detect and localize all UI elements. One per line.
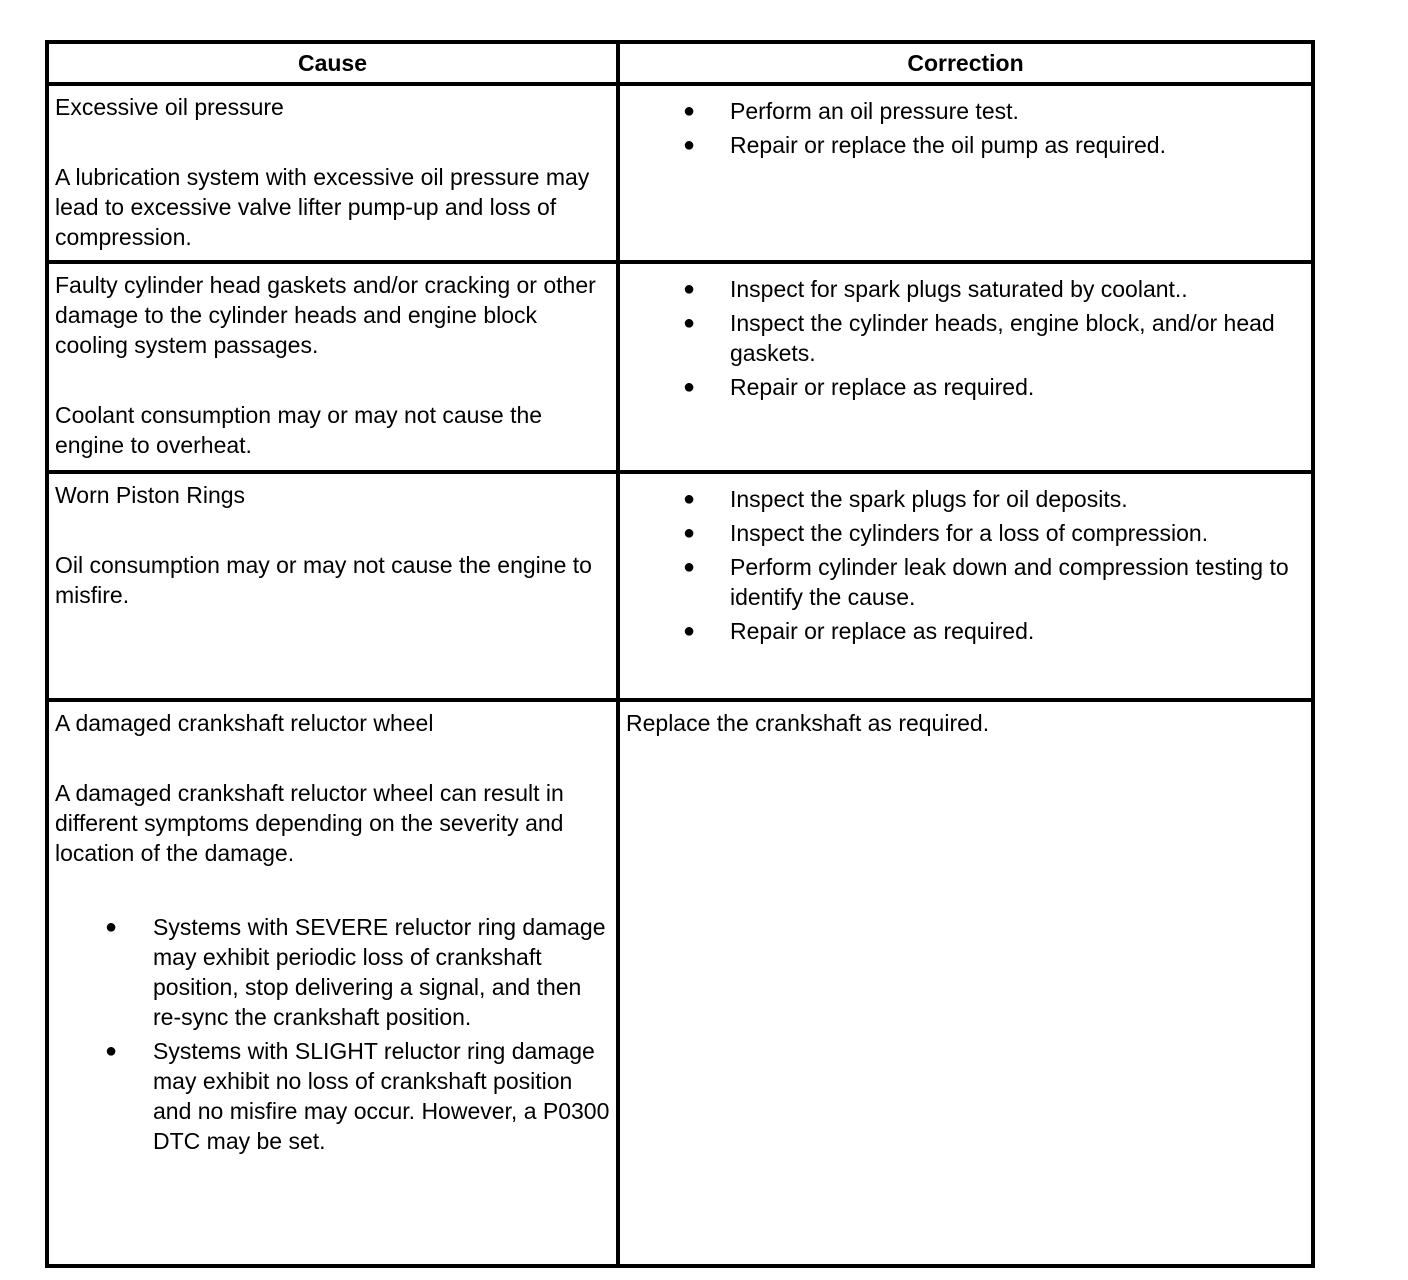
cause-correction-table	[45, 40, 1315, 1268]
correction-item	[630, 130, 1301, 160]
table-row	[47, 84, 1313, 262]
cause-title: Worn Piston Rings	[55, 482, 246, 508]
correction-list	[630, 96, 1301, 160]
correction-cell	[618, 700, 1313, 1266]
table-header-row	[47, 42, 1313, 84]
correction-text: Inspect for spark plugs saturated by coolant..	[730, 276, 1188, 302]
cause-bullet-item	[55, 912, 610, 1032]
table-row	[47, 262, 1313, 472]
correction-text: Perform an oil pressure test.	[730, 98, 1019, 124]
cause-cell	[47, 84, 618, 262]
correction-item	[630, 96, 1301, 126]
correction-item	[630, 518, 1301, 548]
bullet-icon: ●	[683, 100, 696, 122]
correction-item	[630, 308, 1301, 368]
bullet-icon: ●	[105, 916, 118, 938]
cause-title: Excessive oil pressure	[55, 94, 284, 120]
bullet-icon: ●	[683, 522, 696, 544]
cause-cell	[47, 262, 618, 472]
correction-text: Repair or replace as required.	[730, 618, 1035, 644]
correction-list	[630, 274, 1301, 402]
correction-text: Replace the crankshaft as required.	[626, 710, 990, 736]
correction-text: Inspect the cylinder heads, engine block, and/or head gaskets.	[730, 310, 1275, 366]
table-row	[47, 700, 1313, 1266]
bullet-icon: ●	[105, 1040, 118, 1062]
cause-bullet-text: Systems with SLIGHT reluctor ring damage may exhibit no loss of crankshaft position and no misfire may occur. However, a P0300 DTC may be set.	[153, 1038, 610, 1154]
correction-text: Repair or replace as required.	[730, 374, 1035, 400]
bullet-icon: ●	[683, 620, 696, 642]
bullet-icon: ●	[683, 278, 696, 300]
cause-cell	[47, 700, 618, 1266]
header-cause: Cause	[47, 42, 618, 84]
cause-title: Faulty cylinder head gaskets and/or cracking or other damage to the cylinder heads and engine block cooling system passages.	[55, 272, 596, 358]
correction-cell	[618, 262, 1313, 472]
correction-item	[630, 372, 1301, 402]
cause-description: A lubrication system with excessive oil pressure may lead to excessive valve lifter pump-up and loss of compression.	[55, 164, 590, 250]
correction-item	[630, 484, 1301, 514]
cause-description: A damaged crankshaft reluctor wheel can result in different symptoms depending on the severity and location of the damage.	[55, 780, 564, 866]
correction-item	[630, 552, 1301, 612]
cause-bullet-text: Systems with SEVERE reluctor ring damage may exhibit periodic loss of crankshaft position, stop delivering a signal, and then re-sync the crankshaft position.	[153, 914, 606, 1030]
cause-bullet-item	[55, 1036, 610, 1156]
correction-text: Perform cylinder leak down and compression testing to identify the cause.	[730, 554, 1289, 610]
table-row	[47, 472, 1313, 700]
header-correction: Correction	[618, 42, 1313, 84]
bullet-icon: ●	[683, 312, 696, 334]
correction-cell	[618, 472, 1313, 700]
cause-title: A damaged crankshaft reluctor wheel	[55, 710, 434, 736]
correction-text: Inspect the cylinders for a loss of compression.	[730, 520, 1209, 546]
cause-description: Oil consumption may or may not cause the engine to misfire.	[55, 552, 592, 608]
correction-item	[630, 274, 1301, 304]
cause-cell	[47, 472, 618, 700]
correction-text: Inspect the spark plugs for oil deposits.	[730, 486, 1128, 512]
correction-text: Repair or replace the oil pump as required.	[730, 132, 1166, 158]
bullet-icon: ●	[683, 134, 696, 156]
cause-bullet-list	[55, 912, 610, 1156]
bullet-icon: ●	[683, 376, 696, 398]
correction-cell	[618, 84, 1313, 262]
correction-item	[630, 616, 1301, 646]
cause-description: Coolant consumption may or may not cause the engine to overheat.	[55, 402, 543, 458]
bullet-icon: ●	[683, 556, 696, 578]
bullet-icon: ●	[683, 488, 696, 510]
correction-list	[630, 484, 1301, 646]
